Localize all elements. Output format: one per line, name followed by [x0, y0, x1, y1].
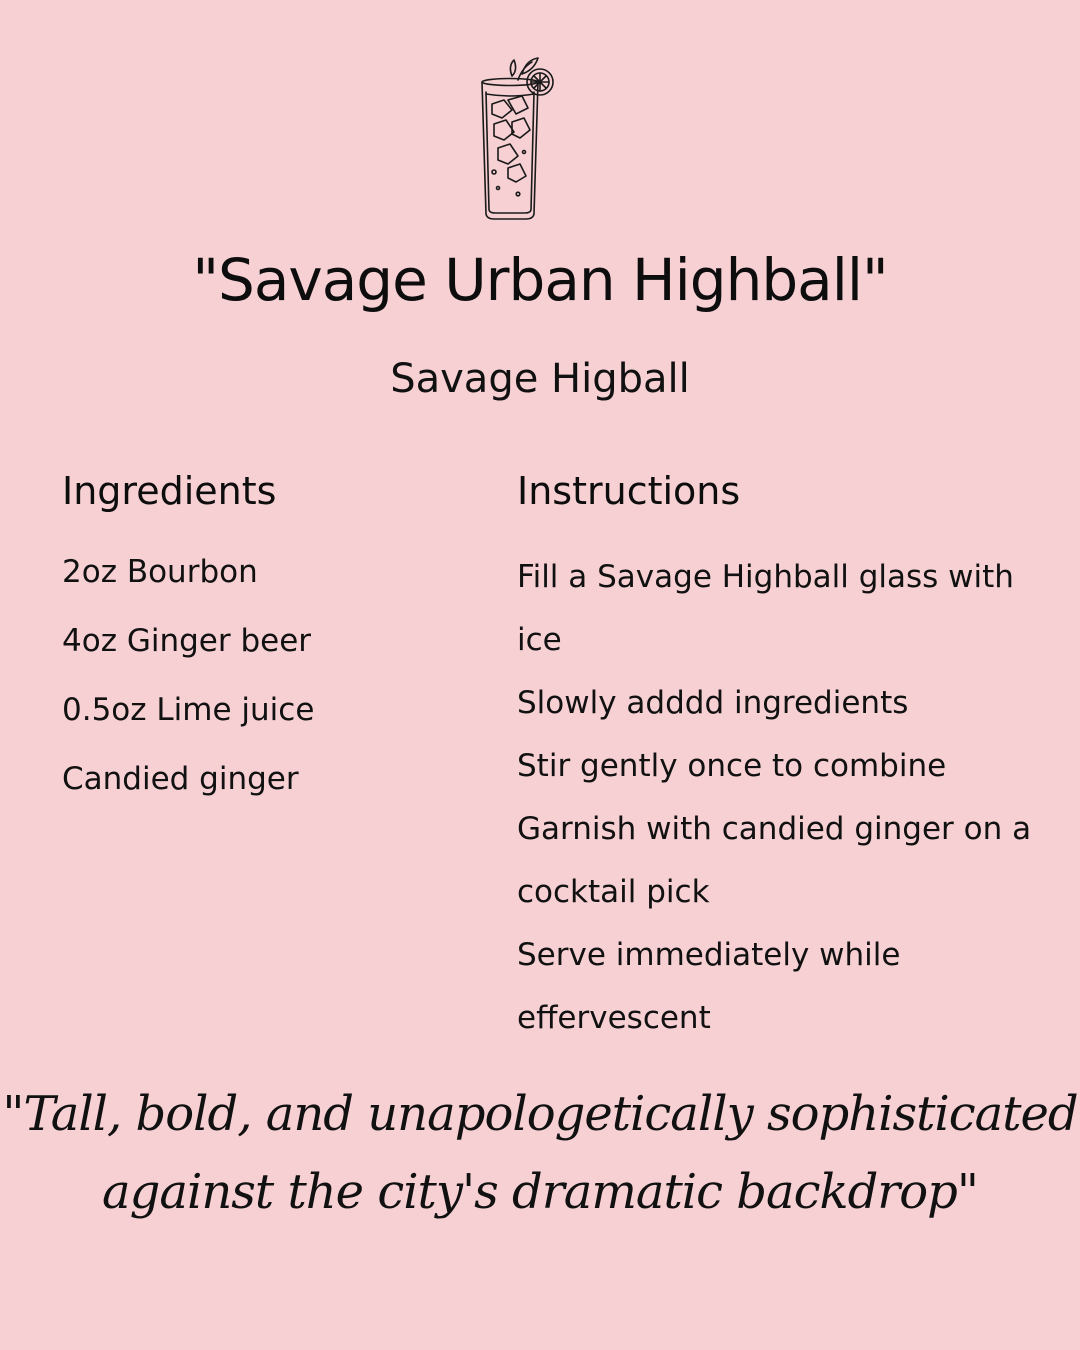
instructions-list — [517, 546, 1047, 1050]
ingredients-list — [62, 550, 314, 826]
tagline-quote — [0, 1075, 1080, 1231]
instructions-heading: Instructions — [517, 469, 741, 513]
tagline-line-1: "Tall, bold, and unapologetically sophisticated — [2, 1086, 1078, 1142]
instruction-step: Fill a Savage Highball glass with ice — [517, 559, 1014, 658]
instruction-step: Serve immediately while effervescent — [517, 937, 901, 1036]
instruction-step: Slowly adddd ingredients — [517, 685, 909, 721]
ingredient-item: 2oz Bourbon — [62, 554, 258, 590]
instruction-step: Stir gently once to combine — [517, 748, 947, 784]
recipe-title: "Savage Urban Highball" — [192, 246, 888, 314]
ingredient-item: 4oz Ginger beer — [62, 623, 312, 659]
instruction-step: Garnish with candied ginger on a cocktail pick — [517, 811, 1032, 910]
highball-glass-icon — [468, 52, 568, 224]
ingredient-item: 0.5oz Lime juice — [62, 692, 315, 728]
recipe-subtitle: Savage Higball — [390, 356, 690, 402]
ingredient-item: Candied ginger — [62, 761, 299, 797]
ingredients-heading: Ingredients — [62, 469, 277, 513]
tagline-line-2: against the city's dramatic backdrop" — [102, 1164, 978, 1220]
